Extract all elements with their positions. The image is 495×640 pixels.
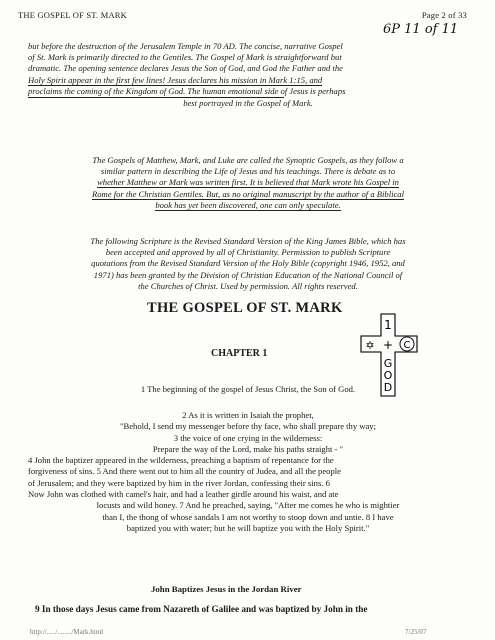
cross-center-text: +	[382, 338, 394, 352]
cross-top-text: 1	[384, 318, 392, 332]
page-number: Page 2 of 33	[421, 10, 467, 20]
chapter-heading: CHAPTER 1	[211, 348, 268, 359]
text-line: been accepted and approved by all of Christianity. Permission to publish Scripture	[105, 247, 391, 258]
star-of-david-glyph: ✡	[365, 339, 375, 352]
cross-letter-d: D	[383, 381, 393, 394]
verse-line: locusts and wild honey. 7 And he preached, saying, "After me comes he who is mightier	[96, 500, 400, 511]
footer-url: http://...../......../Mark.html	[30, 628, 104, 636]
verse-line: Prepare the way of the Lord, make his paths straight - "	[152, 443, 344, 454]
verse-line: "Behold, I send my messenger before thy face, who shall prepare thy way;	[120, 421, 376, 432]
cross-letter-g: G	[383, 357, 393, 370]
running-header-title: THE GOSPEL OF ST. MARK	[18, 10, 128, 20]
cross-letter-o: O	[383, 369, 393, 382]
verse-line: Now John was clothed with camel's hair, and had a leather girdle around his waist, and ate	[28, 489, 339, 500]
copyright-paragraph	[28, 236, 468, 292]
text-line: The Gospels of Matthew, Mark, and Luke are called the Synoptic Gospels, as they follow a	[92, 155, 404, 165]
verse-line: 2 As it is written in Isaiah the prophet,	[182, 410, 314, 420]
text-line: best portrayed in the Gospel of Mark.	[183, 98, 313, 109]
text-line: proclaims the coming of the Kingdom of God. The human emotional side of Jesus is perhaps	[28, 86, 284, 98]
verse-line: forgiveness of sins. 5 And there went out to him all the country of Judea, and all the people	[28, 466, 341, 477]
footer-date: 7/25/07	[405, 628, 427, 636]
text-line: quotations from the Revised Standard Version of the Holy Bible (copyright 1946, 1952, and	[91, 258, 405, 269]
text-line: the Churches of Christ. Used by permission. All rights reserved.	[138, 280, 358, 291]
section-title: THE GOSPEL OF ST. MARK	[147, 300, 343, 316]
text-line: dramatic. The opening sentence declares Jesus the Son of God, and God the Father and the	[28, 63, 343, 74]
verse-1: 1 The beginning of the gospel of Jesus Christ, the Son of God.	[140, 384, 356, 394]
verse-9: 9 In those days Jesus came from Nazareth of Galilee and was baptized by John in the	[35, 604, 368, 614]
underlined-text-line: whether Matthew or Mark was written first. It is believed that Mark wrote his Gospel in	[97, 177, 399, 188]
verse-line: than I, the thong of whose sandals I am not worthy to stoop down and untie. 8 I have	[102, 511, 394, 522]
text-line: of St. Mark is primarily directed to the Gentiles. The Gospel of Mark is straightforward but	[28, 52, 342, 63]
underlined-text-line: book has yet been discovered, one can only speculate.	[155, 199, 341, 210]
verse-line: of Jerusalem; and they were baptized by him in the river Jordan, confessing their sins. 6	[28, 477, 330, 488]
section-subheading: John Baptizes Jesus in the Jordan River	[151, 584, 302, 594]
intro-paragraph-1	[28, 41, 468, 109]
verses-2-8	[28, 410, 468, 534]
verse-line: baptized you with water; but he will baptize you with the Holy Spirit."	[126, 522, 370, 533]
cross-right-text: C	[403, 340, 411, 351]
text-line: 1971) has been granted by the Division of Christian Education of the National Council of	[93, 269, 403, 280]
text-line: similar pattern in describing the Life of Jesus and his teachings. There is debate as to	[100, 166, 396, 177]
handwritten-note: 6P 11 of 11	[383, 22, 459, 37]
underlined-text-line: Holy Spirit appear in the first few lines! Jesus declares his mission in Mark 1:15, and	[28, 74, 323, 85]
text-line: but before the destruction of the Jerusalem Temple in 70 AD. The concise, narrative Gospel	[28, 41, 343, 51]
text-line: The following Scripture is the Revised Standard Version of the King James Bible, which has	[90, 236, 406, 246]
verse-line: 3 the voice of one crying in the wilderness:	[173, 432, 323, 443]
underlined-text-line: Rome for the Christian Gentiles. But, as no original manuscript by the author of a Biblical	[92, 188, 404, 199]
intro-paragraph-2	[28, 155, 468, 211]
verse-line: 4 John the baptizer appeared in the wilderness, preaching a baptism of repentance for the	[28, 455, 334, 466]
